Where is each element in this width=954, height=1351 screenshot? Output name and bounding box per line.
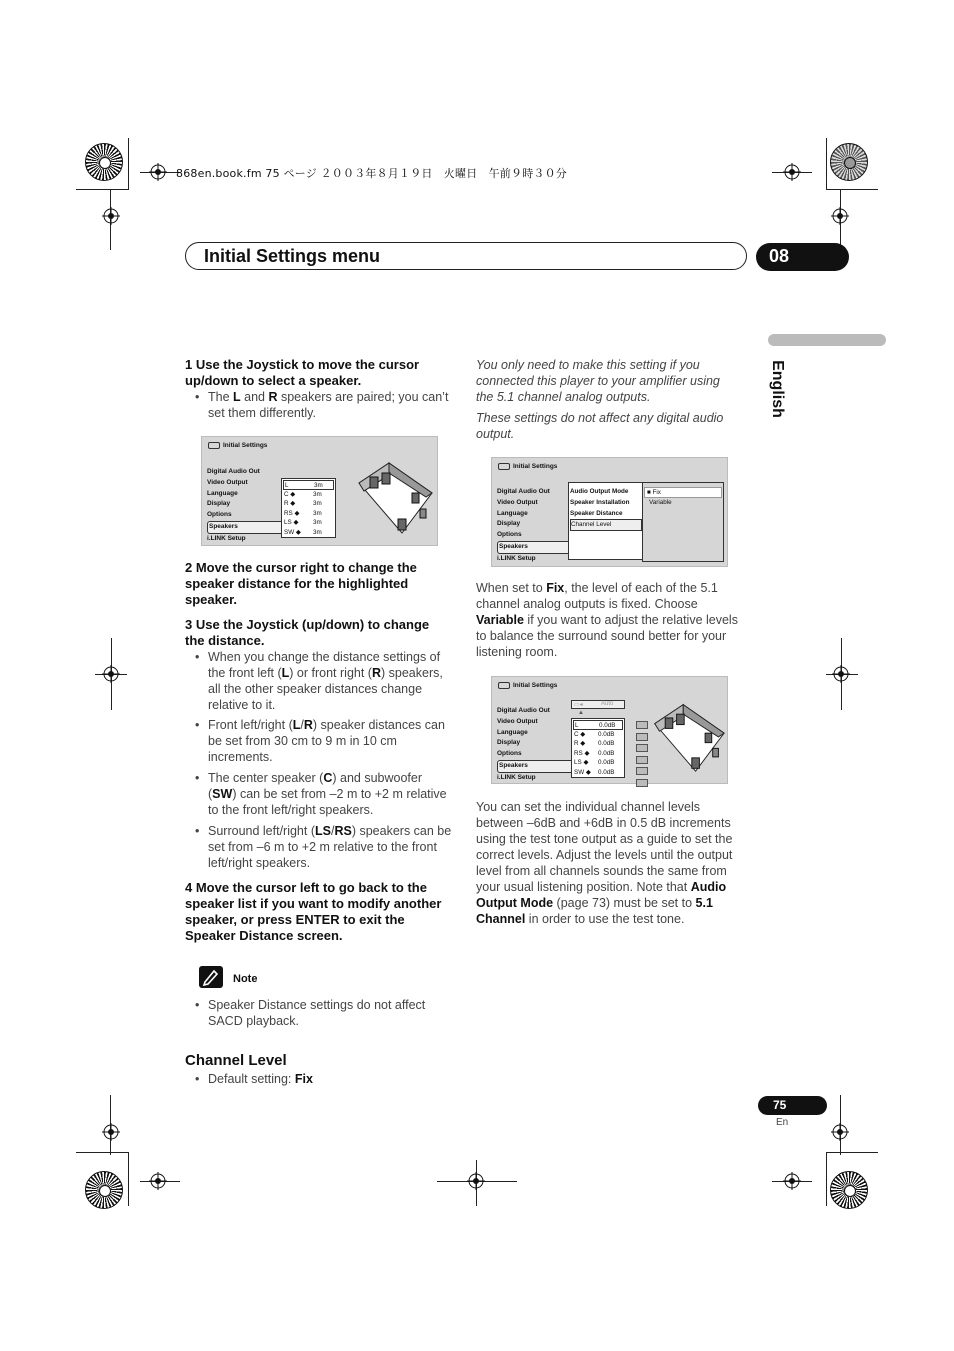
speaker-distance: 3m [313,490,322,498]
step-3-bullet: • Surround left/right (LS/RS) speakers can be set from –6 m to +2 m relative to the front left/right speakers. [208,823,452,871]
speaker-distance: 3m [313,528,322,536]
crosshair-icon [831,1123,849,1141]
note-text: • Speaker Distance settings do not affect SACD playback. [208,997,452,1029]
fix-variable-paragraph: When set to Fix, the level of each of the 5.1 channel analog outputs is fixed. Choose Variable if you want to adjust the relative levels to balance the surround sound better for your listening room. [476,581,738,659]
channel-level-screen [491,676,728,784]
channel-level-mode-screen [491,457,728,567]
menu-item: Video Output [497,717,538,725]
speaker-level: 0.0dB [598,749,615,757]
option: Variable [649,498,672,506]
disc-icon [498,463,510,470]
step-2-title: 2 Move the cursor right to change the speaker distance for the highlighted speaker. [185,560,417,607]
page-language: En [776,1117,789,1128]
speaker-name: RS ◆ [574,749,590,757]
file-info-line: 868en.book.fm 75 ページ ２００３年８月１９日 火曜日 午前９時３０分 [176,167,567,180]
registration-sunburst-icon [85,1171,123,1209]
menu-item: i.LINK Setup [497,773,536,781]
speaker-level: 0.0dB [598,768,615,776]
speaker-distance: 3m [313,500,322,508]
intro-paragraph-1: You only need to make this setting if you connected this player to your amplifier using the 5.1 channel analog outputs. [476,358,720,404]
speaker-level: 0.0dB [598,740,615,748]
level-meter [636,721,648,729]
registration-sunburst-icon [830,1171,868,1209]
menu-item-selected: Speakers [207,521,283,534]
level-meter [636,744,648,752]
level-list [573,720,623,778]
step-1-bullet: • The L and R speakers are paired; you can’t set them differently. [208,389,452,421]
menu-item: Options [207,511,232,519]
option-selected: ■ Fix [644,487,722,498]
speaker-level: 0.0dB [599,722,616,729]
crosshair-icon [467,1172,485,1190]
submenu-list [570,487,642,531]
speaker-name: RS ◆ [284,509,300,517]
osd-menu [207,467,283,545]
menu-item-selected: Speakers [497,760,573,773]
speaker-distance: 3m [314,482,323,489]
menu-item: Digital Audio Out [497,488,550,495]
speaker-name: SW ◆ [574,768,591,776]
channel-level-paragraph: You can set the individual channel levels between –6dB and +6dB in 0.5 dB increments using the test tone output as a guide to set the correct levels. Adjust the levels until the output level from all channels sounds the same from your usual listening position. Note that Audio Output Mode (page 73) must be set to 5.1 Channel in order to use the test tone. [476,800,733,926]
submenu-item: Audio Output Mode [570,488,629,495]
menu-item: Display [497,520,521,528]
language-tab [770,358,794,428]
submenu-item: Speaker Distance [570,509,623,517]
room-diagram-icon [354,455,434,537]
menu-item: Language [497,509,528,517]
default-setting: • Default setting: Fix [208,1071,452,1087]
speaker-distance-screen [201,436,438,546]
speaker-name: C ◆ [284,490,296,498]
step-3-title: 3 Use the Joystick (up/down) to change the distance. [185,617,430,648]
disc-icon [498,682,510,689]
crosshair-icon [832,665,850,683]
level-meter [636,756,648,764]
channel-level-heading: Channel Level [185,1052,287,1069]
crosshair-icon [102,1123,120,1141]
registration-sunburst-icon [830,143,868,181]
speaker-name: R ◆ [574,740,586,748]
osd-title: Initial Settings [208,442,267,449]
step-3-bullet: • The center speaker (C) and subwoofer (SW) can be set from –2 m to +2 m relative to the front left/right speakers. [208,770,448,818]
section-title-bar [185,242,747,270]
menu-item: Options [497,531,522,539]
note-label: Note [233,973,258,985]
crosshair-icon [783,163,801,181]
level-meters [636,721,648,787]
options-list [644,487,722,509]
up-arrow-icon: ▲ [578,710,584,716]
menu-item: Display [207,500,231,508]
step-4-title: 4 Move the cursor left to go back to the speaker list if you want to modify another speaker, or press ENTER to exit the Speaker Distance screen. [185,880,442,943]
osd-title: Initial Settings [498,682,557,689]
step-3-bullet: • Front left/right (L/R) speaker distances can be set from 30 cm to 9 m in 10 cm increments. [208,717,446,765]
crosshair-icon [149,1172,167,1190]
crosshair-icon [831,207,849,225]
language-tab-bar [768,334,886,346]
speaker-name: SW ◆ [284,528,301,536]
page-number: 75 [773,1098,787,1112]
chapter-number: 08 [769,246,790,266]
crosshair-icon [149,163,167,181]
disc-icon [208,442,220,449]
menu-item: Video Output [207,478,248,486]
distance-list [283,480,334,538]
speaker-name: LS ◆ [574,759,589,767]
menu-item: i.LINK Setup [207,534,246,542]
intro-paragraph-2: These settings do not affect any digital audio output. [476,411,724,441]
menu-item: Display [497,739,521,747]
section-title: Initial Settings menu [204,246,381,266]
language-tab-label: English [768,360,786,418]
crosshair-icon [783,1172,801,1190]
menu-item: Video Output [497,498,538,506]
crosshair-icon [102,207,120,225]
menu-item: Language [497,728,528,736]
speaker-name: L [285,482,289,489]
speaker-level: 0.0dB [598,730,615,738]
menu-item: Digital Audio Out [497,707,550,714]
level-meter [636,733,648,741]
speaker-distance: 3m [313,509,322,517]
menu-item: Language [207,489,238,497]
crosshair-icon [102,665,120,683]
speaker-level: 0.0dB [598,759,615,767]
page-number-badge [758,1096,827,1115]
speaker-name: C ◆ [574,730,586,738]
osd-title: Initial Settings [498,463,557,470]
registration-sunburst-icon [85,143,123,181]
level-meter [636,767,648,775]
step-3-bullet: • When you change the distance settings of the front left (L) or front right (R) speakers, all the other speaker distances change relative to it. [208,649,452,713]
test-tone-box [571,700,625,709]
menu-item-selected: Speakers [497,541,573,554]
osd-menu [497,706,573,784]
step-1-title: 1 Use the Joystick to move the cursor up/down to select a speaker. [185,357,420,388]
chapter-badge [756,243,849,271]
speaker-distance: 3m [313,519,322,527]
submenu-item-selected: Channel Level [570,519,642,531]
speaker-name: R ◆ [284,500,296,508]
menu-item: i.LINK Setup [497,554,536,562]
menu-item: Options [497,750,522,758]
speaker-name: L [575,722,579,729]
test-tone-label: Auto [601,701,614,707]
osd-menu [497,487,573,565]
speaker-name: LS ◆ [284,519,299,527]
speaker-small-icon: ▭◂ [574,702,583,708]
level-meter [636,779,648,787]
menu-item: Digital Audio Out [207,468,260,475]
room-diagram-icon [650,697,726,775]
note-icon [199,966,223,988]
submenu-item: Speaker Installation [570,498,630,506]
